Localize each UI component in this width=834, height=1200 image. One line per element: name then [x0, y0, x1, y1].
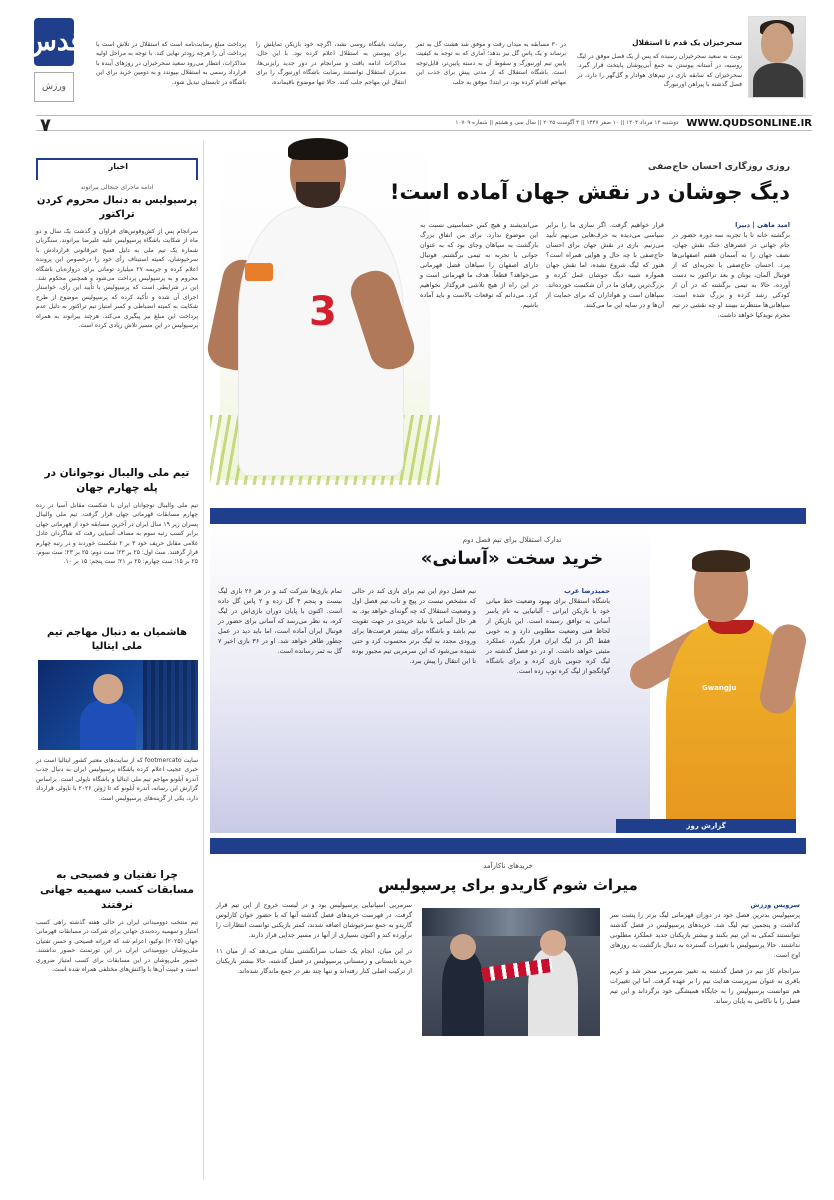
- column-text: برگشته خانه تا با تجربه سه دوره حضور در جام جهانی در عصرهای خنک نقش جهان، نصف جهان را به آسمان هفتم اصفهانی‌ها ببرد. احسان حاج‌صفی با تجربه‌ای که از فوتبال آلمان، یونان و بعد تراکتور به دست آورده، حالا به تیمی برگشته که در آن از کودکی رشد کرده و بزرگ شده است. سپاهانی‌ها منتظرند ببینند او چه نقشی در تیم محرم نویدکیا خواهد داشت.: [672, 231, 790, 319]
- italy-player-photo: [38, 660, 198, 750]
- top-lead-text: نوبت به سعید سحرخیزان رسیده که پس از یک فصل موفق در لیگ روسیه، در آستانه پیوستن به جمع آبی‌پوشان پایتخت قرار گیرد. سحرخیزان که سابقه بازی در تیم‌های هوادار و گل‌گهر را دارد، در فصل گذشته با پیراهن اورنبورگ: [577, 53, 742, 89]
- column-text: پرسپولیس بدترین فصل خود در دوران قهرمانی لیگ برتر را پشت سر گذاشت و پنجمین تیم لیگ شد. خریدهای پرسپولیس در فصل گذشته نتوانستند کمکی به این تیم بکنند و بیشتر بازیکنان جدید عملکرد مطلوبی نداشتند. حالا پرسپولیس با تغییرات گسترده به دنبال بازگشت به روزهای اوج است.: [610, 911, 800, 959]
- news-label: اخبار: [105, 162, 132, 171]
- author-byline: سرویس ورزش: [750, 901, 800, 909]
- author-byline: حمیدرضا عرب: [564, 587, 610, 595]
- date-bar: [36, 115, 812, 131]
- news-item-title: تیم ملی والیبال نوجوانان در پله چهارم جهان: [44, 467, 190, 494]
- site-url-link[interactable]: WWW.QUDSONLINE.IR: [686, 117, 812, 129]
- news-sidebar: [36, 158, 198, 1178]
- news-item-3[interactable]: [36, 626, 198, 803]
- issue-date: دوشنبه ۱۳ مرداد ۱۴۰۴ || ۱۰ صفر ۱۴۴۷ || ۴ آگوست ۲۰۲۵ || سال سی و هشتم || شماره ۱۰۷۰۹: [455, 120, 679, 126]
- feature-article-2: [210, 508, 806, 833]
- news-item-text: سرانجام پس از کش‌وقوس‌های فراوان و گذشت یک سال و دو ماه از شکایت باشگاه پرسپولیس علیه علیرضا بیرانوند، سنگربان شماره یک تیم ملی به دلیل فسخ غیرقانونی قراردادش با سرخپوشان، کمیته استیناف رأی خود را درخصوص این پرونده اعلام کرده و جریمه ۲۷ میلیارد تومانی برای دروازه‌بان باشگاه محروم و به پرسپولیس پرداخت می‌شود و همچنین محکوم شد. این در شرایطی است که پرسپولیس با تأیید این رأی، خواستار اجرای آن شده و تأکید کرده که پرسپولیس موضوع از طرح شکایت به کمیته انضباطی و کسر امتیاز تیم تراکتور به دلیل عدم پرداخت این مبلغ نیز پیگیری می‌کند. هرچند بیرانوند به همراه پرسپولیس در این مسیر تلاش زیادی کرده است.: [36, 228, 198, 330]
- garrido-ceremony-photo: [422, 908, 600, 1036]
- feature-column-3: [420, 220, 538, 310]
- column-text: تیم فصل دوم این تیم برای بازی کند در حالی که مشخص نیست در پیچ و تاب تیم فصل اول و وضعیت استقلال که چه گونه‌ای خواهد بود. به هر حال آسانی با نیاید خریدی در جهت تقویت تیم باشد و باشگاه برای بیشتر فرصت‌ها برای ورودی مجدد به لیگ برتر محسوب کرد و حتی شنیده می‌شود که این سرمربی تیم مجبور بوده تا این انتقال را پیش ببرد.: [352, 587, 476, 665]
- column-text: سرمربی اسپانیایی پرسپولیس بود و در لیست خروج از این تیم قرار گرفت. در فهرست خریدهای فصل گذشته آنها که با حضور خوان کارلوس گاریدو به جمع سرخپوشان اضافه شدند، کمتر بازیکنی توانست انتظارات را برآورده کند و اکنون بسیاری از آنها در مسیر جدایی قرار دارند.: [216, 901, 412, 939]
- feature-column-1: [486, 586, 610, 676]
- top-column-2: رضایت باشگاه روسی نشد، اگرچه خود بازیکن تمایلش را برای پیوستن به استقلال اعلام کرده بود. با این حال، مذاکرات ادامه یافت و سرانجام در دور جدید رایزنی‌ها، مدیران استقلال توانستند رضایت باشگاه اورنبورگ را برای انتقال این مهاجم جلب کنند. حالا تنها موضوع باقیمانده،: [256, 41, 406, 86]
- feature-column-2: [352, 586, 476, 666]
- feature-kicker: خریدهای ناکارآمد: [483, 862, 533, 870]
- top-column-3: پرداخت مبلغ رضایت‌نامه است که استقلال در تلاش است با پرداخت آن را هرچه زودتر نهایی کند. با توجه به مراحل اولیه مذاکرات، انتظار می‌رود سعید سحرخیزان در روزهای آینده با قرارداد رسمی به استقلال بپیوندد و به دومین خرید برای این باشگاه در تابستان تبدیل شود.: [96, 41, 246, 86]
- column-text: قرار خواهیم گرفت. اگر سازی ما را برابر سیاسی می‌دیده به حرف‌هایی می‌نهم تأیید می‌زنیم. بازی در نقش جهان برای احسان حاج‌صفی با چه حال و هوایی همراه است؟ هنوز که لیگ شروع نشده، اما نقش جهان همواره شبیه دیگ جوشان عمل کرده و بزرگ‌ترین رقبای ما در آن شکست خورده‌اند. سپاهان است و هواداران که برای حمایت از آن‌ها و در سایه این ما می‌کنند.: [546, 221, 664, 309]
- section-label: ورزش: [34, 72, 74, 102]
- masthead: [0, 0, 834, 112]
- top-lead-title: سحرخیزان یک قدم تا استقلال: [632, 38, 742, 47]
- section-bar: [210, 508, 806, 524]
- feature-headline[interactable]: دیگ جوشان در نقش جهان آماده است!: [389, 180, 790, 204]
- column-text: باشگاه استقلال برای بهبود وضعیت خط میانی خود با بازیکن ایرانی - آلبانیایی به نام یاسر آسانی به توافق رسیده است. این بازیکن از لحاظ فنی وضعیت مطلوبی دارد و به خوبی فقط اگر در لیگ ایران قرار بگیرد، عملکرد مثبتی خواهد داشت. او در دو فصل گذشته در لیگ کره جنوبی بازی کرده و برای باشگاه گوانگجو از لیگ کره توپ زده است.: [486, 597, 610, 675]
- news-item-title: چرا تفتیان و فصیحی به مسابقات کسب سهمیه جهانی نرفتند: [40, 869, 194, 911]
- feature-column-2: [546, 220, 664, 310]
- news-item-4[interactable]: [36, 868, 198, 974]
- news-item-text: سایت footmercato که از سایت‌های معتبر کشور ایتالیا است در خبری عجیب اعلام کرده باشگاه پرسپولیس ایران به دنبال جذب آندره آبلونو مهاجم تیم ملی ایتالیا و باشگاه ناپولی است. براساس گزارش این رسانه، آندره آبلونو که تا ژوئن ۲۰۲۶ با ناپولی قرارداد دارد، یکی از گزینه‌های پرسپولیس است.: [36, 757, 198, 802]
- feature-column-1: [672, 220, 790, 320]
- column-text: سرانجام کار تیم در فصل گذشته به تغییر سرمربی منجر شد و کریم باقری به عنوان سرپرست هدایت تیم را بر عهده گرفت. اما این تغییرات هم نتوانست پرسپولیس را به جایگاه همیشگی خود برگرداند و این تیم فصل را با ناکامی به پایان رساند.: [610, 967, 800, 1005]
- news-item-title: هاشمیان به دنبال مهاجم تیم ملی ایتالیا: [46, 627, 188, 652]
- feature-headline[interactable]: میراث شوم گاریدو برای پرسپولیس: [378, 876, 638, 894]
- column-text: در این میان، انجام یک حساب سرانگشتی نشان می‌دهد که از میان ۱۱ خرید تابستانی و زمستانی پرسپولیس در فصل گذشته، حالا بیشتر بازیکنان از ترکیب اصلی کنار رفته‌اند و تنها چند نفر در جمع ماندگار شده‌اند.: [216, 947, 412, 975]
- author-byline: امید ماهی | دبیرا: [735, 221, 790, 229]
- section-bar: [210, 838, 806, 854]
- feature-kicker: روزی روزگاری احسان حاج‌صفی: [647, 162, 790, 172]
- news-item-text: تیم ملی والیبال نوجوانان ایران با شکست مقابل آسیا در رده چهارم مسابقات قهرمانی جهان قرار گرفت. تیم ملی والیبال پسران زیر ۱۹ سال ایران در آخرین مسابقه خود از قهرمانی جهان برابر کسب رتبه سوم به مصاف آسیایی رفت که شاگردان عادل غلامی مقابل حریف خود ۳ بر ۲ شکست خوردند و در رتبه چهارم قرار گرفتند. ست اول: ۲۵ بر ۲۳؛ ست دوم: ۲۵ بر ۲۳؛ ست سوم: ۲۵ بر ۱۵؛ ست چهارم: ۲۵ بر ۲۱؛ ست پنجم: ۱۵ بر ۱۰.: [36, 502, 199, 566]
- column-text: تمام بازی‌ها شرکت کند و در هر ۲۶ بازی لیگ بیست و پنجم ۴ گل زده و ۲ پاس گل داده است. اکنون با پایان دوران بازی‌اش در لیگ کره، به نظر می‌رسد که آسانی برای حضور در فوتبال ایران آماده است، اما باید دید در عمل چطور ظاهر خواهد شد. او در ۳۶ بازی اخیر ۷ گل به ثمر رسانده است.: [218, 587, 343, 655]
- feature-article-1: [210, 140, 806, 490]
- feature-column-2: [216, 900, 412, 976]
- article-background: [210, 524, 650, 833]
- page-number: ۷: [40, 115, 51, 136]
- news-item-subtitle: ادامه ماجرای جنجالی بیرانوند: [80, 184, 154, 191]
- news-item-text: تیم منتخب دوومیدانی ایران در حالی هفته گذشته راهی کسب امتیاز و سهمیه رده‌بندی جهانی برای شرکت در مسابقات قهرمانی جهان (۲۰۲۵) توکیو، اعزام شد که فرزانه فصیحی و حسن تفتیان ملی‌پوشان دوومیدانی ایران در این تورنمنت حضور نداشتند. حضور ملی‌پوشان در این مسابقات برای کسب امتیاز ضروری است و غیبت آن‌ها با واکنش‌های مختلفی همراه شده است.: [36, 919, 199, 974]
- logo-mark: قدس: [34, 18, 74, 66]
- top-column-1: در ۳۰ مسابقه به میدان رفت و موفق شد هشت گل به ثمر برساند و یک پاس گل نیز بدهد؛ آماری که به توجه به کیفیت پایین تیم اورنبورگ و سقوط آن به دسته پایین‌تر، قابل‌توجه است. باشگاه استقلال که از مدتی پیش برای جذب این مهاجم اقدام کرده بود، در ابتدا؛ موفق به جلب: [416, 41, 566, 86]
- news-item-1[interactable]: [36, 184, 198, 330]
- newspaper-logo[interactable]: [24, 18, 83, 108]
- news-item-2[interactable]: [36, 466, 198, 567]
- feature-column-3: [218, 586, 342, 656]
- report-tag: گزارش روز: [616, 819, 796, 833]
- player-portrait-photo: [748, 16, 806, 98]
- column-divider: [203, 140, 204, 1180]
- news-item-title: پرسپولیس به دنبال محروم کردن تراکتور: [36, 195, 198, 220]
- column-text: می‌اندیشند و هیچ کس حساسیتی نسبت به این موضوع ندارد. برای من اتفاق بزرگ بازگشت به سپاهان وجای بود که به عنوان جوانی با تجربه به تیمی برگشتم. فوتبال دارای اصفهان را سپاهان فصل قهرمانی می‌خواهد؟ قطعاً. هدف ما قهرمانی است و در این راه از هیچ تلاشی فروگذار نخواهیم کرد. می‌دانم که توقعات بالاست و باید آماده باشیم.: [420, 221, 538, 309]
- haji-safi-photo: 3: [210, 140, 440, 485]
- feature-column-1: [610, 900, 800, 1006]
- feature-headline[interactable]: خرید سخت «آسانی»: [420, 548, 604, 569]
- asani-player-photo: Gwangju: [616, 524, 806, 833]
- feature-article-3: [210, 838, 806, 1178]
- feature-kicker: تدارک استقلال برای تیم فصل دوم: [462, 536, 562, 544]
